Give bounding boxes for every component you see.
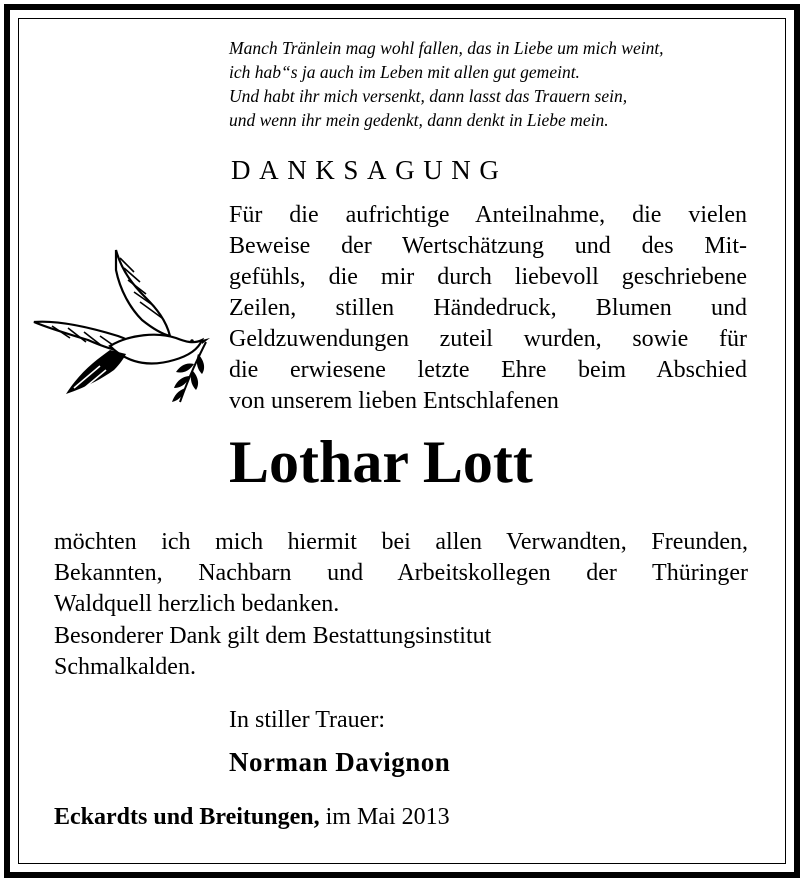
poem-line: und wenn ihr mein gedenkt, dann denkt in Liebe mein. bbox=[229, 110, 609, 130]
date: im Mai 2013 bbox=[325, 804, 450, 830]
thanks-line: Waldquell herzlich bedanken. bbox=[54, 591, 340, 617]
signer-name: Norman Davignon bbox=[229, 747, 451, 777]
place-date-line bbox=[54, 801, 450, 833]
thanks-line: möchten ich mich hiermit bei allen Verwandten, Freunden, bbox=[54, 529, 748, 555]
special-thanks-line: Besonderer Dank gilt dem Bestattungsinstitut bbox=[54, 623, 492, 649]
poem-line: Manch Tränlein mag wohl fallen, das in Liebe um mich weint, bbox=[229, 38, 664, 58]
intro-line: Zeilen, stillen Händedruck, Blumen und bbox=[229, 295, 747, 321]
intro-line: von unserem lieben Entschlafenen bbox=[229, 388, 559, 414]
intro-line: die erwiesene letzte Ehre beim Abschied bbox=[229, 357, 747, 383]
thanks-text bbox=[54, 527, 748, 620]
memorial-poem bbox=[229, 36, 769, 132]
heading-danksagung: DANKSAGUNG bbox=[231, 155, 508, 185]
poem-line: Und habt ihr mich versenkt, dann lasst das Trauern sein, bbox=[229, 86, 628, 106]
dove-with-branch-icon bbox=[30, 242, 212, 410]
thanks-line: Bekannten, Nachbarn und Arbeitskollegen der Thüringer bbox=[54, 560, 748, 586]
intro-text bbox=[229, 200, 747, 417]
place: Eckardts und Breitungen, bbox=[54, 804, 320, 830]
intro-line: gefühls, die mir durch liebevoll geschriebene bbox=[229, 264, 747, 290]
deceased-name: Lothar Lott bbox=[229, 429, 533, 495]
special-thanks-text bbox=[54, 621, 748, 683]
intro-line: Geldzuwendungen zuteil wurden, sowie für bbox=[229, 326, 747, 352]
poem-line: ich hab“s ja auch im Leben mit allen gut gemeint. bbox=[229, 62, 580, 82]
grief-label: In stiller Trauer: bbox=[229, 707, 385, 733]
intro-line: Beweise der Wertschätzung und des Mit- bbox=[229, 233, 747, 259]
special-thanks-line: Schmalkalden. bbox=[54, 654, 196, 680]
intro-line: Für die aufrichtige Anteilnahme, die vielen bbox=[229, 202, 747, 228]
